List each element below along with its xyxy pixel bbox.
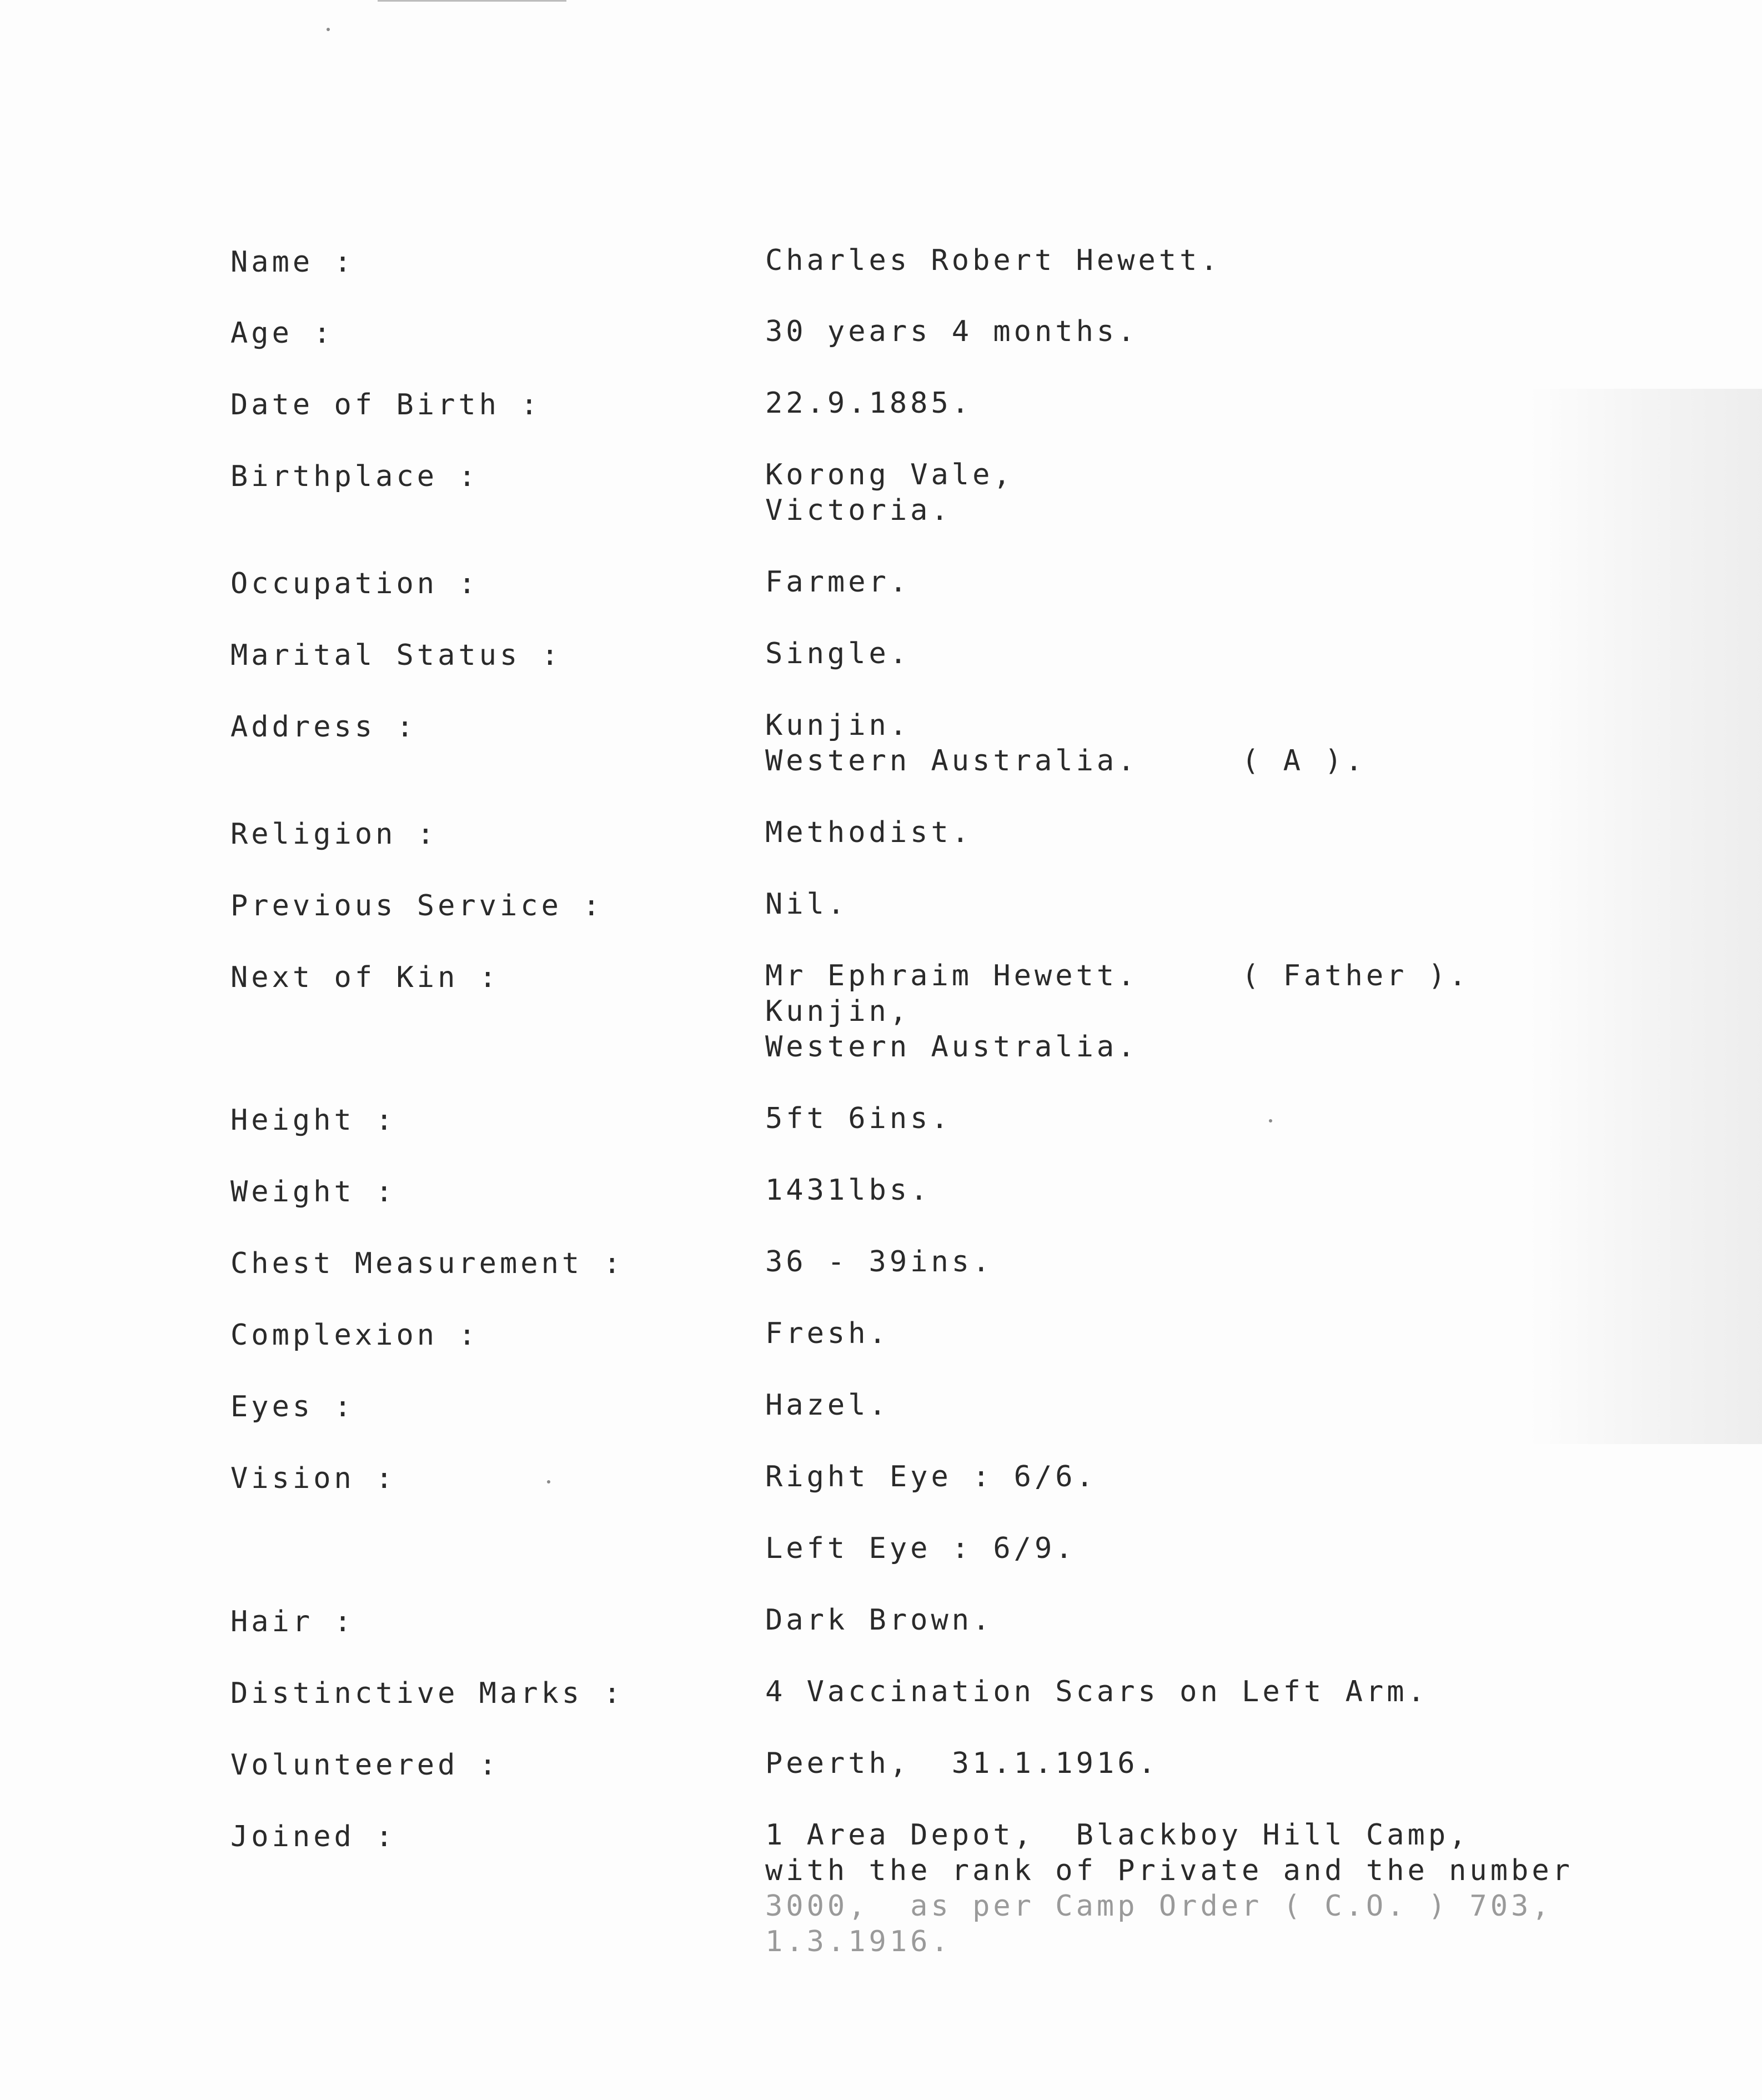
hair-label: Hair : [230,1605,355,1638]
distinctive-marks-value: 4 Vaccination Scars on Left Arm. [765,1675,1428,1708]
eyes-label: Eyes : [230,1390,355,1424]
photocopy-haze [1529,389,1762,1444]
complexion-label: Complexion : [230,1319,479,1352]
height-value: 5ft 6ins. [765,1102,952,1135]
height-label: Height : [230,1104,396,1137]
next-of-kin-note: ( Father ). [1242,959,1470,993]
occupation-label: Occupation : [230,567,479,600]
address-label: Address : [230,710,417,744]
speck [1269,1119,1272,1122]
joined-value-line2: with the rank of Private and the number [765,1854,1573,1887]
joined-value-line3: 3000, as per Camp Order ( C.O. ) 703, [765,1890,1553,1923]
birthplace-value-line1: Korong Vale, [765,458,1014,492]
address-note: ( A ). [1242,744,1366,778]
marital-status-value: Single. [765,637,911,670]
volunteered-value: Peerth, 31.1.1916. [765,1747,1159,1780]
birthplace-label: Birthplace : [230,460,479,493]
occupation-value: Farmer. [765,565,911,599]
marital-status-label: Marital Status : [230,639,562,672]
previous-service-label: Previous Service : [230,889,604,923]
vision-label: Vision : [230,1462,396,1495]
vision-left-eye: Left Eye : 6/9. [765,1532,1076,1565]
eyes-value: Hazel. [765,1389,890,1422]
weight-label: Weight : [230,1175,396,1209]
hair-value: Dark Brown. [765,1603,993,1637]
joined-value-line1: 1 Area Depot, Blackboy Hill Camp, [765,1818,1470,1852]
age-label: Age : [230,317,334,350]
name-label: Name : [230,245,355,279]
dob-value: 22.9.1885. [765,387,973,420]
speck [547,1480,550,1483]
religion-value: Methodist. [765,816,973,849]
chest-measurement-label: Chest Measurement : [230,1247,624,1280]
chest-measurement-value: 36 - 39ins. [765,1245,993,1279]
vision-right-eye: Right Eye : 6/6. [765,1460,1097,1493]
previous-service-value: Nil. [765,888,849,921]
religion-label: Religion : [230,818,438,851]
top-edge-mark [378,0,566,2]
volunteered-label: Volunteered : [230,1748,500,1782]
birthplace-value-line2: Victoria. [765,494,952,527]
complexion-value: Fresh. [765,1317,890,1350]
next-of-kin-value-line3: Western Australia. [765,1030,1138,1064]
age-value: 30 years 4 months. [765,315,1138,348]
next-of-kin-label: Next of Kin : [230,961,500,994]
distinctive-marks-label: Distinctive Marks : [230,1677,624,1710]
next-of-kin-value-line2: Kunjin, [765,995,911,1028]
name-value: Charles Robert Hewett. [765,244,1221,277]
next-of-kin-value-line1: Mr Ephraim Hewett. [765,959,1138,993]
address-value-line2: Western Australia. [765,744,1138,778]
joined-value-line4: 1.3.1916. [765,1925,952,1958]
address-value-line1: Kunjin. [765,709,911,742]
joined-label: Joined : [230,1820,396,1853]
speck [327,28,330,31]
weight-value: 1431lbs. [765,1174,931,1207]
dob-label: Date of Birth : [230,388,541,422]
